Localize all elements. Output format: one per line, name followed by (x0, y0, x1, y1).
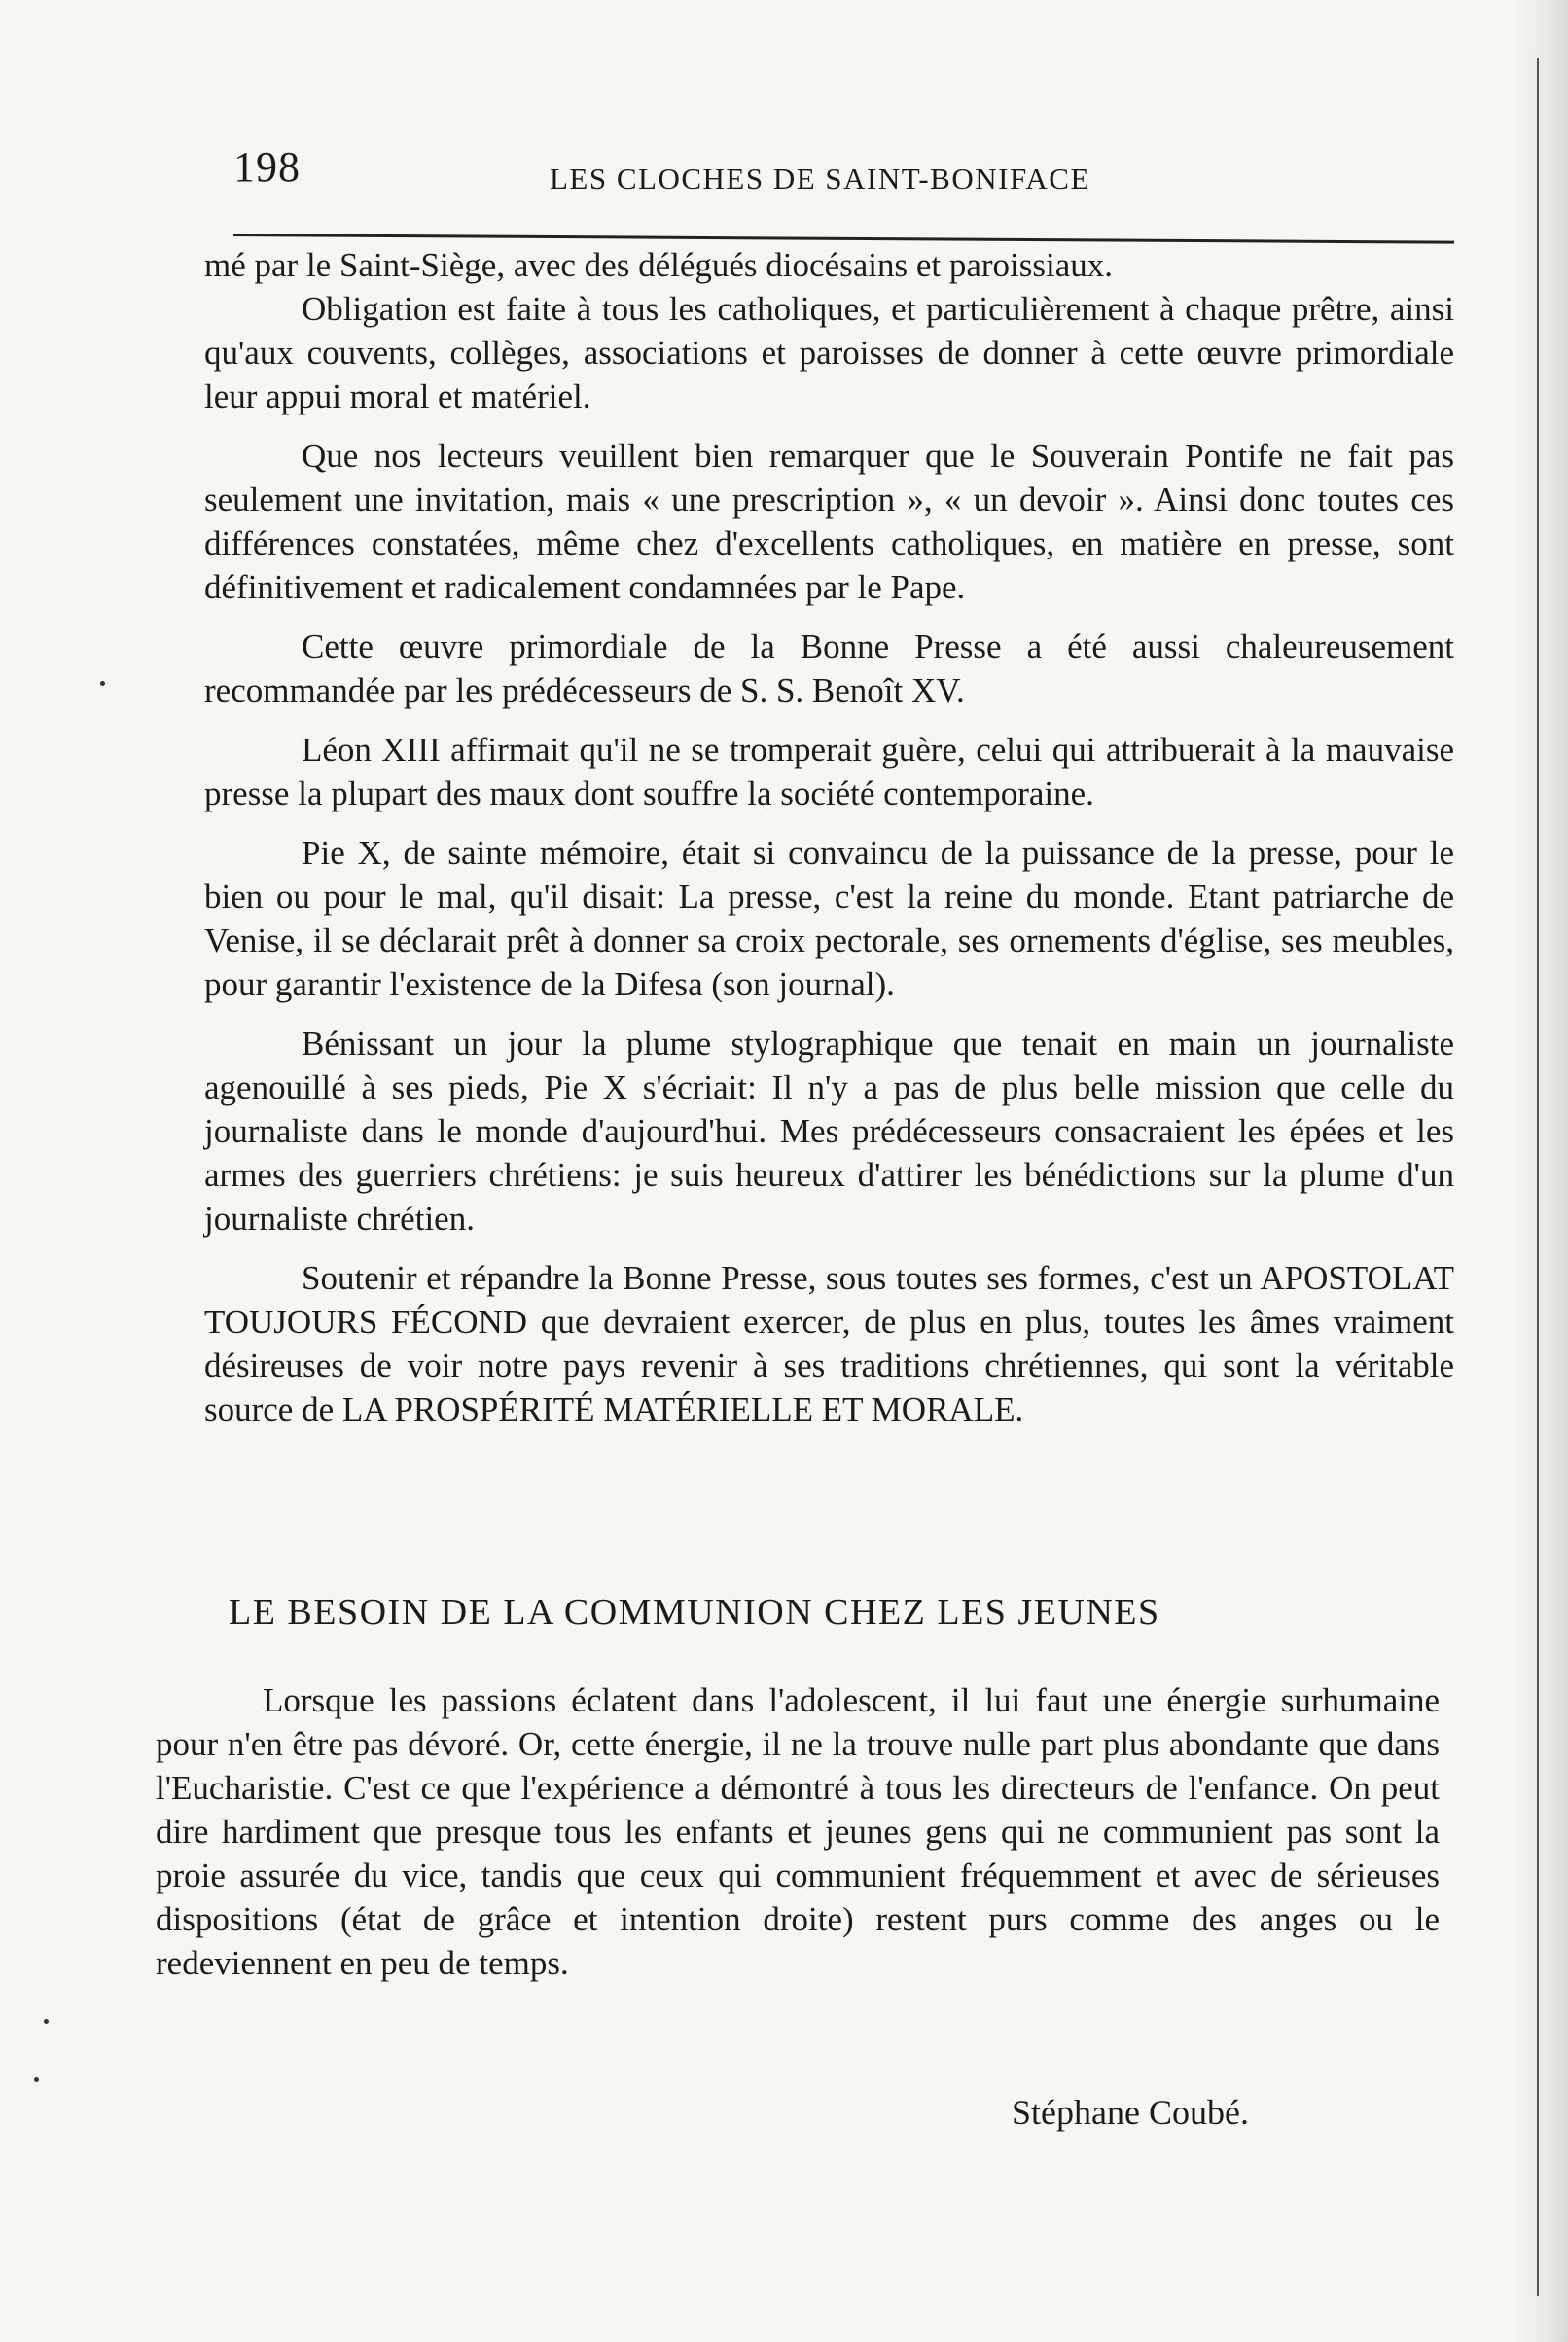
speck-mark (34, 2077, 39, 2082)
paragraph-1: mé par le Saint-Siège, avec des délégués diocésains et paroissiaux. (204, 246, 1113, 284)
page-number: 198 (233, 143, 301, 191)
paragraph-4: Cette œuvre primordiale de la Bonne Presse a été aussi chaleureusement recommandée par les prédécesseurs de S. S. Benoît XV. (204, 628, 1454, 709)
page-header (233, 134, 1449, 202)
paragraph-6: Pie X, de sainte mémoire, était si convaincu de la puissance de la presse, pour le bien ou pour le mal, qu'il disait: La presse, c'est la reine du monde. Etant patriarche de Venise, il se déclarait prêt à donner sa croix pectorale, ses ornements d'église, ses meubles, pour garantir l'existence de la Difesa (son journal). (204, 834, 1454, 1003)
speck-mark (44, 2019, 49, 2024)
article-body (204, 243, 1454, 1447)
paragraph-5: Léon XIII affirmait qu'il ne se tromperait guère, celui qui attribuerait à la mauvaise presse la plupart des maux dont souffre la société contemporaine. (204, 731, 1454, 812)
paragraph-3: Que nos lecteurs veuillent bien remarquer que le Souverain Pontife ne fait pas seulement une invitation, mais « une prescription », « un devoir ». Ainsi donc toutes ces différences constatées, même chez d'excellents catholiques, en matière en presse, sont définitivement et radicalement condamnées par le Pape. (204, 437, 1454, 606)
page-edge-shadow (1510, 0, 1568, 2342)
running-title: LES CLOCHES DE SAINT-BONIFACE (550, 162, 1090, 196)
binding-edge-line (1537, 58, 1539, 2296)
author-signature: Stéphane Coubé. (1012, 2093, 1249, 2132)
paragraph-7: Bénissant un jour la plume stylographique que tenait en main un journaliste agenouillé à ses pieds, Pie X s'écriait: Il n'y a pas de plus belle mission que celle du journaliste dans le monde d'aujourd'hui. Mes prédécesseurs consacraient les épées et les armes des guerriers chrétiens: je suis heureux d'attirer les bénédictions sur la plume d'un journaliste chrétien. (204, 1025, 1454, 1238)
speck-mark (100, 681, 105, 686)
section-heading: LE BESOIN DE LA COMMUNION CHEZ LES JEUNES (229, 1592, 1160, 1633)
section-paragraph: Lorsque les passions éclatent dans l'adolescent, il lui faut une énergie surhumaine pour n'en être pas dévoré. Or, cette énergie, il ne la trouve nulle part plus abondante que dans l'Eucharistie. C'est ce que l'expérience a démontré à tous les directeurs de l'enfance. On peut dire hardiment que presque tous les enfants et jeunes gens qui ne communient pas sont la proie assurée du vice, tandis que ceux qui communient fréquemment et avec de sérieuses dispositions (état de grâce et intention droite) restent purs comme des anges ou le redeviennent en peu de temps. (156, 1681, 1440, 1982)
paragraph-8: Soutenir et répandre la Bonne Presse, sous toutes ses formes, c'est un APOSTOLAT TOUJOURS FÉCOND que devraient exercer, de plus en plus, toutes les âmes vraiment désireuses de voir notre pays revenir à ses traditions chrétiennes, qui sont la véritable source de LA PROSPÉRITÉ MATÉRIELLE ET MORALE. (204, 1259, 1454, 1428)
paragraph-2: Obligation est faite à tous les catholiques, et particulièrement à chaque prêtre, ainsi qu'aux couvents, collèges, associations et paroisses de donner à cette œuvre primordiale leur appui moral et matériel. (204, 290, 1454, 415)
